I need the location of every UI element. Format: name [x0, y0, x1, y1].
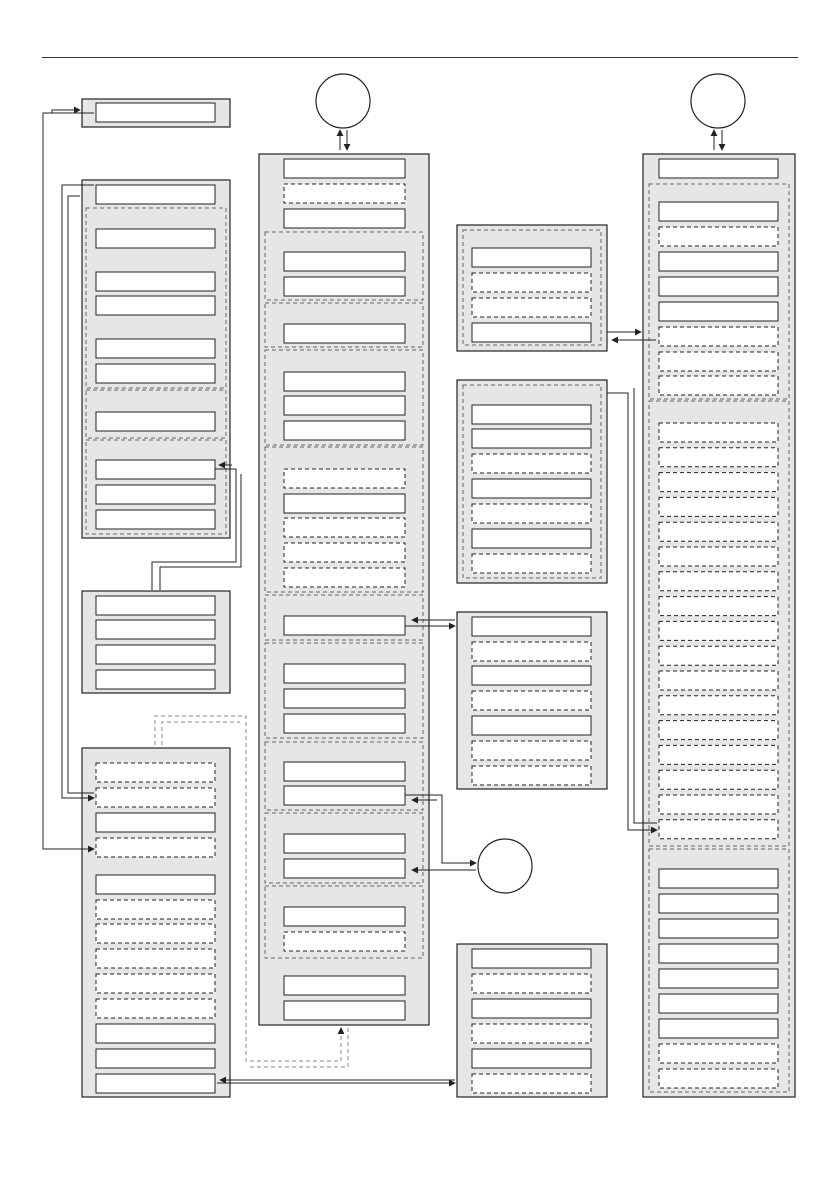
field-box: [96, 620, 215, 639]
field-box: [284, 664, 405, 683]
field-box: [284, 421, 405, 440]
dashed-field-box: [659, 721, 778, 740]
dashed-field-box: [96, 788, 215, 807]
dashed-field-box: [96, 838, 215, 857]
field-box: [472, 248, 591, 267]
dashed-field-box: [659, 1044, 778, 1063]
field-box: [472, 323, 591, 342]
field-box: [284, 616, 405, 635]
dashed-field-box: [284, 518, 405, 537]
field-box: [659, 302, 778, 321]
field-box: [284, 976, 405, 995]
dashed-field-box: [96, 974, 215, 993]
dashed-field-box: [472, 554, 591, 573]
circle-node-bottom: [478, 839, 532, 893]
field-box: [96, 875, 215, 894]
dashed-field-box: [659, 572, 778, 591]
dashed-field-box: [284, 469, 405, 488]
field-box: [284, 494, 405, 513]
dashed-field-box: [284, 568, 405, 587]
field-box: [96, 596, 215, 615]
dashed-field-box: [659, 671, 778, 690]
dashed-field-box: [472, 504, 591, 523]
field-box: [659, 1019, 778, 1038]
field-box: [96, 272, 215, 291]
dashed-field-box: [659, 646, 778, 665]
field-box: [284, 396, 405, 415]
field-box: [659, 277, 778, 296]
dashed-field-box: [659, 522, 778, 541]
field-box: [96, 185, 215, 204]
field-box: [284, 209, 405, 228]
dashed-field-box: [659, 327, 778, 346]
dashed-field-box: [472, 273, 591, 292]
field-box: [659, 869, 778, 888]
field-box: [284, 714, 405, 733]
dashed-field-box: [96, 949, 215, 968]
field-box: [284, 277, 405, 296]
field-box: [96, 485, 215, 504]
field-box: [472, 617, 591, 636]
dashed-field-box: [472, 741, 591, 760]
connector-dashed: [162, 722, 240, 745]
field-box: [284, 689, 405, 708]
field-box: [96, 229, 215, 248]
field-box: [659, 969, 778, 988]
field-box: [96, 103, 215, 122]
dashed-field-box: [472, 298, 591, 317]
dashed-field-box: [659, 770, 778, 789]
field-box: [284, 252, 405, 271]
dashed-field-box: [659, 1069, 778, 1088]
field-box: [659, 202, 778, 221]
field-box: [96, 645, 215, 664]
field-box: [96, 670, 215, 689]
field-box: [659, 159, 778, 178]
dashed-field-box: [472, 1074, 591, 1093]
field-box: [96, 460, 215, 479]
dashed-field-box: [284, 184, 405, 203]
field-box: [659, 919, 778, 938]
field-box: [472, 666, 591, 685]
dashed-field-box: [659, 497, 778, 516]
field-box: [96, 1049, 215, 1068]
field-box: [284, 834, 405, 853]
dashed-field-box: [659, 621, 778, 640]
dashed-field-box: [96, 924, 215, 943]
field-box: [472, 479, 591, 498]
dashed-field-box: [284, 543, 405, 562]
dashed-field-box: [659, 597, 778, 616]
field-box: [472, 716, 591, 735]
field-box: [472, 405, 591, 424]
field-box: [659, 252, 778, 271]
field-box: [96, 510, 215, 529]
field-box: [659, 894, 778, 913]
dashed-field-box: [659, 795, 778, 814]
dashed-field-box: [659, 227, 778, 246]
field-box: [284, 1001, 405, 1020]
circle-node-top-centre: [316, 74, 370, 128]
field-box: [96, 813, 215, 832]
field-box: [96, 1024, 215, 1043]
field-box: [284, 786, 405, 805]
field-box: [284, 372, 405, 391]
field-box: [472, 949, 591, 968]
field-box: [96, 1074, 215, 1093]
dashed-field-box: [659, 745, 778, 764]
field-box: [284, 907, 405, 926]
field-box: [472, 1049, 591, 1068]
dashed-field-box: [96, 900, 215, 919]
dashed-field-box: [472, 766, 591, 785]
field-box: [96, 339, 215, 358]
field-box: [284, 859, 405, 878]
dashed-field-box: [472, 454, 591, 473]
field-box: [96, 364, 215, 383]
field-box: [659, 994, 778, 1013]
dashed-field-box: [659, 696, 778, 715]
dashed-field-box: [659, 547, 778, 566]
field-box: [96, 296, 215, 315]
dashed-field-box: [472, 1024, 591, 1043]
dashed-field-box: [472, 642, 591, 661]
field-box: [472, 999, 591, 1018]
dashed-field-box: [659, 376, 778, 395]
field-box: [472, 429, 591, 448]
dashed-field-box: [472, 974, 591, 993]
dashed-field-box: [659, 423, 778, 442]
field-box: [472, 529, 591, 548]
dashed-field-box: [284, 932, 405, 951]
dashed-field-box: [659, 448, 778, 467]
field-box: [284, 159, 405, 178]
dashed-field-box: [96, 763, 215, 782]
field-box: [96, 412, 215, 431]
dashed-field-box: [659, 352, 778, 371]
dashed-field-box: [659, 820, 778, 839]
field-box: [284, 324, 405, 343]
field-box: [659, 944, 778, 963]
dashed-field-box: [472, 691, 591, 710]
dashed-field-box: [96, 999, 215, 1018]
field-box: [284, 762, 405, 781]
dashed-field-box: [659, 473, 778, 492]
circle-node-top-right: [691, 74, 745, 128]
